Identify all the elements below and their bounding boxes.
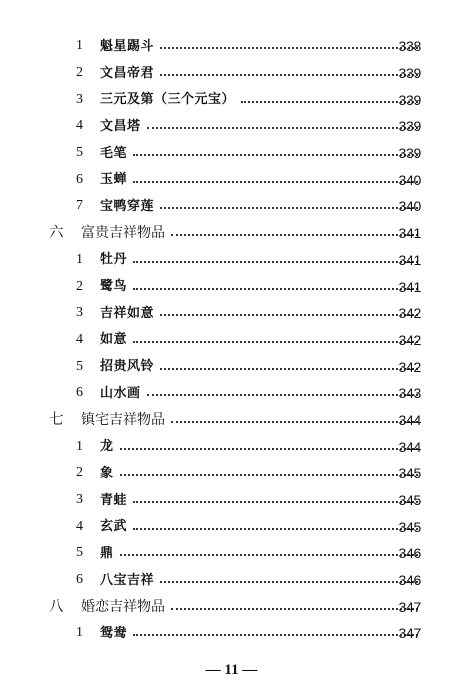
toc-entry-number: 6 <box>76 385 83 401</box>
toc-entry-row <box>0 487 463 514</box>
toc-entry-row <box>0 60 463 87</box>
toc-entry-row <box>0 353 463 380</box>
toc-entry-title: 文昌帝君 <box>100 65 155 81</box>
dot-leader <box>160 45 418 49</box>
toc-entry-number: 7 <box>76 198 83 214</box>
toc-entry-page: 345 <box>398 465 421 482</box>
toc-entry-page: 341 <box>398 225 421 242</box>
toc-entry-page: 342 <box>398 305 421 322</box>
toc-entry-page: 340 <box>398 171 421 188</box>
toc-entry-row <box>0 433 463 460</box>
toc-entry-number: 3 <box>76 91 83 107</box>
dot-leader <box>160 205 418 209</box>
toc-entry-title: 富贵吉祥物品 <box>81 225 165 242</box>
toc-entry-number: 4 <box>76 118 83 134</box>
toc-entry-page: 339 <box>398 145 421 162</box>
toc-entry-page: 338 <box>398 38 421 55</box>
toc-entry-number: 6 <box>76 171 83 187</box>
toc-entry-page: 345 <box>398 492 421 509</box>
toc-entry-title: 婚恋吉祥物品 <box>81 598 165 615</box>
toc-entry-page: 339 <box>398 91 421 108</box>
toc-entry-title: 象 <box>100 465 114 481</box>
toc-entry-row <box>0 33 463 60</box>
toc-entry-title: 毛笔 <box>100 145 128 161</box>
toc-entry-number: 3 <box>76 305 83 321</box>
dot-leader <box>120 552 418 556</box>
dot-leader <box>160 72 418 76</box>
dot-leader <box>147 392 418 396</box>
toc-entry-number: 5 <box>76 545 83 561</box>
toc-entry-page: 343 <box>398 385 421 402</box>
toc-entry-row <box>0 247 463 274</box>
toc-entry-title: 吉祥如意 <box>100 305 155 321</box>
toc-entry-number: 4 <box>76 518 83 534</box>
toc-entry-title: 文昌塔 <box>100 118 141 134</box>
toc-entry-row <box>0 620 463 647</box>
toc-entry-row <box>0 86 463 113</box>
toc-entry-number: 1 <box>76 38 83 54</box>
toc-entry-page: 346 <box>398 545 421 562</box>
toc-entry-row <box>0 380 463 407</box>
toc-entry-row <box>0 113 463 140</box>
toc-entry-number: 5 <box>76 145 83 161</box>
toc-entry-title: 山水画 <box>100 385 141 401</box>
toc-entry-title: 三元及第（三个元宝） <box>100 92 236 108</box>
toc-entry-page: 341 <box>398 251 421 268</box>
toc-entry-title: 青蛙 <box>100 492 128 508</box>
toc-entry-page: 340 <box>398 198 421 215</box>
toc-entry-row <box>0 166 463 193</box>
dot-leader <box>133 339 418 343</box>
dot-leader <box>133 259 418 263</box>
toc-entry-page: 342 <box>398 331 421 348</box>
dot-leader <box>160 366 418 370</box>
toc-section-row <box>0 220 463 247</box>
dot-leader <box>133 526 418 530</box>
toc-entry-row <box>0 460 463 487</box>
dot-leader <box>133 179 418 183</box>
toc-entry-title: 鸳鸯 <box>100 625 128 641</box>
toc-entry-title: 如意 <box>100 332 128 348</box>
toc-entry-title: 宝鸭穿莲 <box>100 198 155 214</box>
toc-entry-title: 玉蝉 <box>100 172 128 188</box>
dot-leader <box>147 125 418 129</box>
toc-entry-number: 1 <box>76 625 83 641</box>
dot-leader <box>133 499 418 503</box>
toc-entry-row <box>0 300 463 327</box>
toc-entry-row <box>0 540 463 567</box>
toc-entry-number: 5 <box>76 358 83 374</box>
toc-entry-number: 4 <box>76 331 83 347</box>
dot-leader <box>133 632 418 636</box>
toc-entry-number: 2 <box>76 278 83 294</box>
toc-entry-number: 八 <box>49 598 64 615</box>
dot-leader <box>160 312 418 316</box>
toc-entry-title: 玄武 <box>100 519 128 535</box>
toc-entry-page: 344 <box>398 411 421 428</box>
dot-leader <box>120 472 418 476</box>
toc-entry-title: 鹭鸟 <box>100 279 128 295</box>
toc-entry-title: 魁星踢斗 <box>100 38 155 54</box>
toc-entry-row <box>0 513 463 540</box>
page-number: — 11 — <box>205 662 258 678</box>
toc-entry-title: 鼎 <box>100 545 114 561</box>
toc-entry-page: 346 <box>398 572 421 589</box>
toc-section-row <box>0 407 463 434</box>
toc-entry-page: 347 <box>398 598 421 615</box>
toc-entry-page: 341 <box>398 278 421 295</box>
toc-entry-page: 342 <box>398 358 421 375</box>
toc-entry-page: 347 <box>398 625 421 642</box>
toc-entry-title: 八宝吉祥 <box>100 572 155 588</box>
toc-entry-row <box>0 193 463 220</box>
toc-entry-title: 招贵风铃 <box>100 359 155 375</box>
dot-leader <box>133 152 418 156</box>
dot-leader <box>133 286 418 290</box>
toc-entry-number: 七 <box>49 411 64 428</box>
toc-entry-page: 345 <box>398 518 421 535</box>
table-of-contents <box>0 33 463 647</box>
toc-section-row <box>0 593 463 620</box>
toc-entry-row <box>0 327 463 354</box>
toc-entry-page: 339 <box>398 65 421 82</box>
toc-entry-number: 1 <box>76 251 83 267</box>
toc-entry-title: 牡丹 <box>100 252 128 268</box>
toc-entry-title: 龙 <box>100 439 114 455</box>
toc-entry-number: 2 <box>76 465 83 481</box>
toc-entry-number: 1 <box>76 438 83 454</box>
toc-entry-row <box>0 273 463 300</box>
toc-entry-row <box>0 140 463 167</box>
toc-entry-number: 3 <box>76 492 83 508</box>
dot-leader <box>160 579 418 583</box>
toc-entry-number: 六 <box>49 224 64 241</box>
toc-entry-number: 6 <box>76 572 83 588</box>
toc-entry-page: 339 <box>398 118 421 135</box>
toc-entry-number: 2 <box>76 65 83 81</box>
toc-entry-row <box>0 567 463 594</box>
dot-leader <box>120 446 418 450</box>
toc-entry-page: 344 <box>398 438 421 455</box>
toc-entry-title: 镇宅吉祥物品 <box>81 411 165 428</box>
